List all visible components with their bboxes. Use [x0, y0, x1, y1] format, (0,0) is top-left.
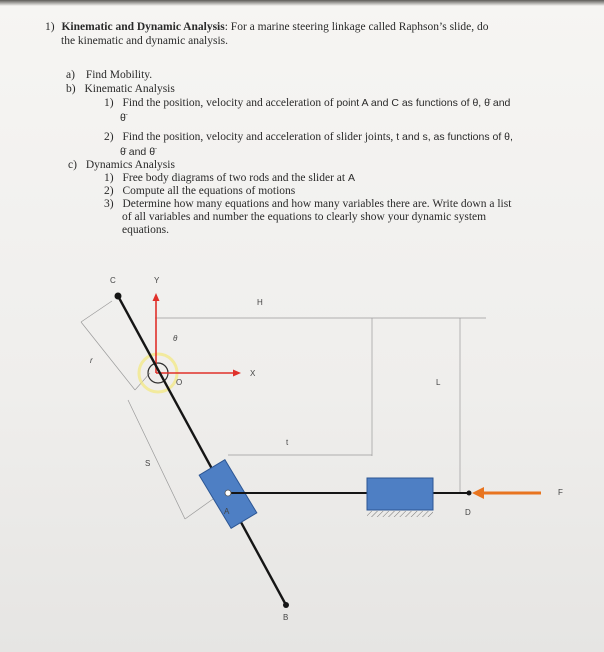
item-b2-text: Find the position, velocity and acceleration of slider joints,: [122, 131, 397, 143]
label-o: O: [176, 378, 183, 387]
problem-title: Kinematic and Dynamic Analysis: [61, 21, 225, 33]
x-axis-arrowhead: [233, 370, 241, 377]
item-b2-cont: θ̇ and θ̈: [120, 146, 156, 158]
item-b2-sans: t and s, as functions of θ,: [396, 131, 513, 143]
s-dim-line: [128, 400, 185, 519]
slider-rail-block: [367, 478, 433, 510]
item-a-marker: a): [66, 69, 75, 81]
problem-intro-line2: the kinematic and dynamic analysis.: [61, 35, 229, 47]
y-axis-arrowhead: [153, 293, 160, 301]
item-c2-marker: 2): [104, 185, 114, 197]
label-f: F: [558, 488, 563, 497]
point-c-dot: [115, 293, 122, 300]
label-d: D: [465, 508, 471, 517]
rail-ground-hatch: [367, 511, 433, 517]
item-a-text: Find Mobility.: [85, 69, 153, 81]
rod-cb: [118, 296, 289, 605]
r-dim-ext-top: [81, 301, 112, 322]
item-b-text: Kinematic Analysis: [84, 83, 175, 95]
item-b1-marker: 1): [104, 97, 114, 109]
item-c3-line2: of all variables and number the equations to clearly show your dynamic system: [122, 211, 487, 223]
label-l: L: [436, 378, 441, 387]
label-h: H: [257, 298, 263, 307]
item-c3-marker: 3): [104, 198, 114, 210]
item-c3-text: Determine how many equations and how many variables there are. Write down a list: [122, 198, 512, 210]
item-c3-line3: equations.: [122, 224, 169, 236]
item-c2-text: Compute all the equations of motions: [122, 185, 296, 197]
force-arrowhead: [472, 487, 484, 499]
label-t: t: [286, 438, 289, 447]
label-theta: θ: [173, 334, 178, 343]
joint-a: [225, 490, 231, 496]
label-a: A: [224, 507, 230, 516]
problem-intro: : For a marine steering linkage called Raphson’s slide, do: [224, 21, 489, 33]
label-y: Y: [154, 276, 160, 285]
label-b: B: [283, 613, 289, 622]
item-c1-sans: A: [347, 172, 355, 184]
item-c-marker: c): [68, 159, 77, 171]
point-d-dot: [467, 491, 472, 496]
point-b-dot: [283, 602, 289, 608]
item-b1-sans: point A and C as functions of θ, θ̇ and: [336, 97, 511, 109]
label-x: X: [250, 369, 256, 378]
item-c-text: Dynamics Analysis: [85, 159, 175, 171]
problem-number: 1): [45, 21, 55, 33]
label-r: r: [90, 356, 93, 365]
label-c: C: [110, 276, 116, 285]
item-b1-text: Find the position, velocity and acceleration of: [122, 97, 337, 109]
item-b2-marker: 2): [104, 131, 114, 143]
item-b1-cont: θ̈: [120, 112, 126, 124]
label-s: S: [145, 459, 151, 468]
item-c1-marker: 1): [104, 172, 114, 184]
item-c1-text: Free body diagrams of two rods and the slider at: [122, 172, 348, 184]
item-b-marker: b): [66, 83, 76, 95]
